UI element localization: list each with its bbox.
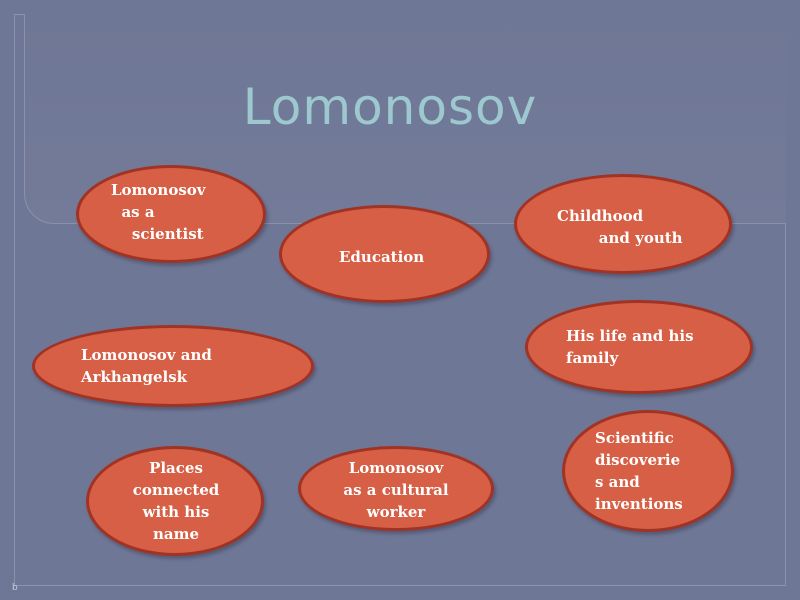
topic-scientist-label: Lomonosov as a scientist <box>111 181 206 243</box>
topic-places[interactable] <box>86 446 264 556</box>
topic-education-label: Education <box>339 248 425 266</box>
slide-number: b <box>12 583 18 593</box>
slide-title: Lomonosov <box>242 78 538 136</box>
topic-cultural[interactable] <box>298 446 494 531</box>
topic-arkhangelsk-label: Lomonosov and Arkhangelsk <box>81 346 212 386</box>
topic-places-label: Places connected with his name <box>132 459 220 543</box>
topic-childhood-label: Childhood and youth <box>557 207 683 247</box>
topic-education[interactable] <box>279 205 490 303</box>
topic-family[interactable] <box>525 300 753 394</box>
topic-family-label: His life and his family <box>566 327 694 367</box>
topic-cultural-label: Lomonosov as a cultural worker <box>343 459 449 521</box>
topic-discoveries-label: Scientific discoverie s and inventions <box>595 429 683 513</box>
topic-discoveries[interactable] <box>562 410 734 532</box>
topic-arkhangelsk[interactable] <box>32 325 314 407</box>
topic-scientist[interactable] <box>76 165 266 263</box>
topic-childhood[interactable] <box>514 174 732 274</box>
